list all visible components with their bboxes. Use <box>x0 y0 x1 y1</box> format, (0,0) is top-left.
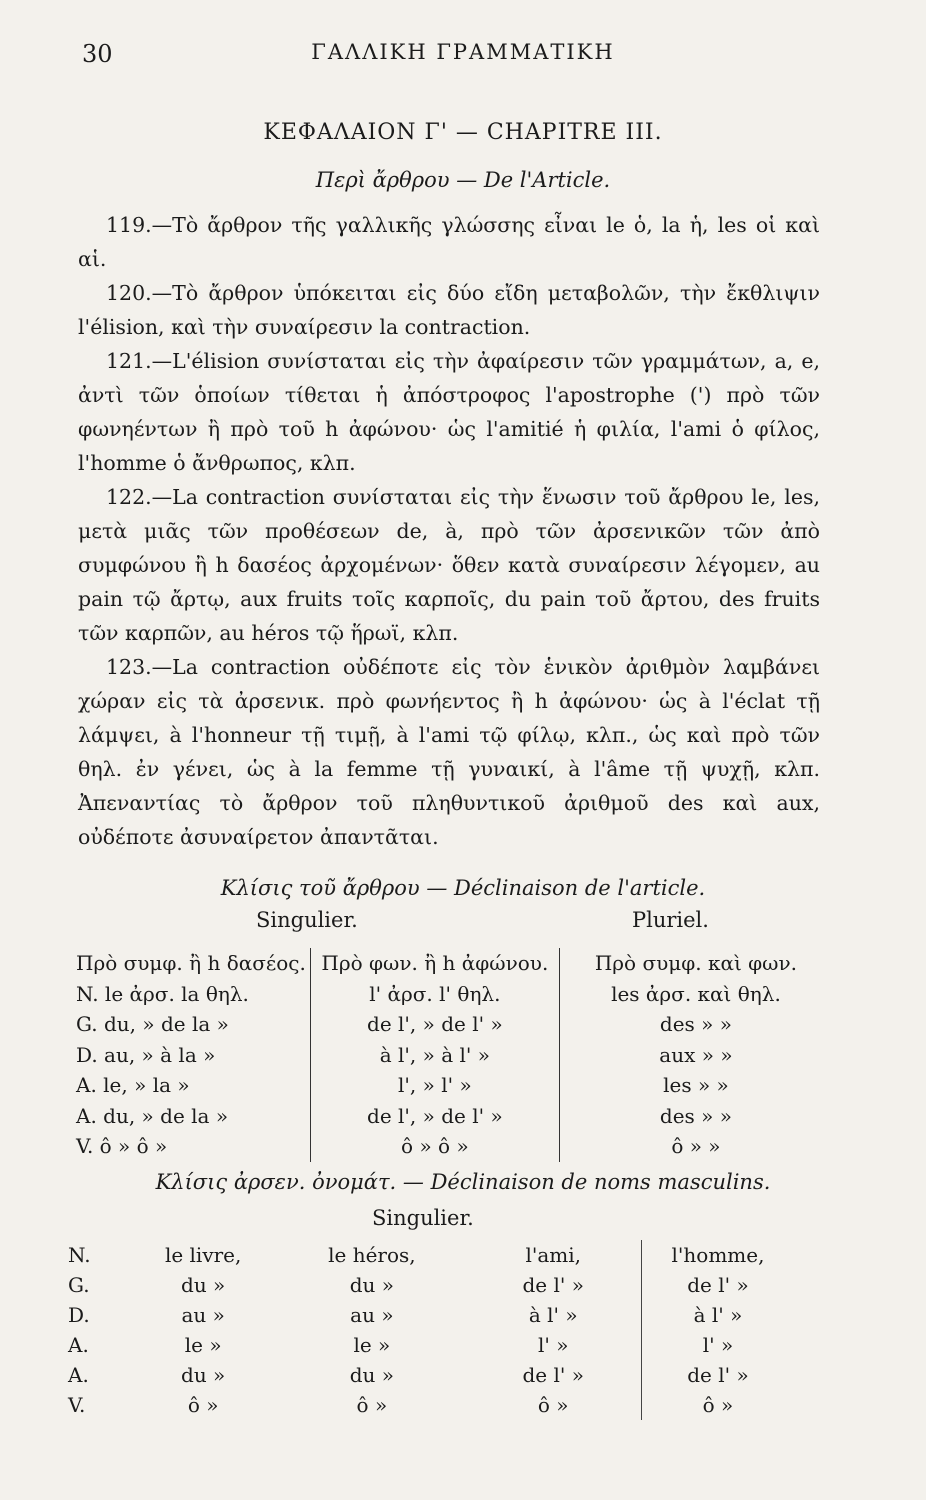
table2-caption: Κλίσις ἀρσεν. ὀνομάτ. — Déclinaison de noms masculins. <box>155 1170 771 1194</box>
table-cell: du » <box>181 1363 226 1387</box>
table-cell: du » <box>181 1273 226 1297</box>
table-cell: ô » <box>187 1393 219 1417</box>
table-cell: des » » <box>659 1012 732 1037</box>
chapter-subtitle: Περὶ ἄρθρου — De l'Article. <box>315 168 611 192</box>
table-cell: N. le ἀρσ. la θηλ. <box>72 979 310 1010</box>
table-cell: N. <box>68 1243 91 1267</box>
table-cell: ô » <box>465 1390 641 1420</box>
table-cell: de l' » <box>687 1273 749 1297</box>
table-row <box>64 1360 794 1390</box>
table-cell: les » » <box>663 1073 729 1098</box>
paragraph-122: 122.—La contraction συνίσταται εἰς τὴν ἕνωσιν τοῦ ἄρθρου le, les, μετὰ μιᾶς τῶν προθέσεων de, à, πρὸ τῶν ἀρσενικῶν τῶν ἀπὸ συμφώνου ἢ h δασέος ἀρχομένων· ὅθεν κατὰ συναίρεσιν λέγομεν, au pain τῷ ἄρτῳ, aux fruits τοῖς καρποῖς, du pain τοῦ ἄρτου, des fruits τῶν καρπῶν, au héros τῷ ἥρωϊ, κλπ. <box>78 485 820 645</box>
table-cell: le livre, <box>164 1243 242 1267</box>
table1-plural-label: Pluriel. <box>632 908 709 932</box>
table-row <box>64 1300 794 1330</box>
paragraph-120: 120.—Τὸ ἄρθρον ὑπόκειται εἰς δύο εἴδη μεταβολῶν, τὴν ἔκθλιψιν l'élision, καὶ τὴν συναίρεσιν la contraction. <box>78 281 820 339</box>
table-row <box>72 948 832 979</box>
body-text <box>78 208 820 854</box>
chapter-heading: ΚΕΦΑΛΑΙΟΝ Γ' — CHAPITRE III. <box>263 120 663 145</box>
table-cell: D. <box>68 1303 90 1327</box>
table-cell: de l' » <box>465 1270 641 1300</box>
table-cell: l' » <box>465 1330 641 1360</box>
table-cell: de l', » de l' » <box>310 1009 559 1040</box>
table2-singular-label: Singulier. <box>372 1206 474 1230</box>
running-head: ΓΑΛΛΙΚΗ ΓΡΑΜΜΑΤΙΚΗ <box>311 40 615 64</box>
table-row <box>64 1390 794 1420</box>
paragraph-123: 123.—La contraction οὐδέποτε εἰς τὸν ἑνικὸν ἀριθμὸν λαμβάνει χώραν εἰς τὰ ἀρσενικ. πρὸ φωνήεντος ἢ h ἀφώνου· ὡς à l'éclat τῇ λάμψει, à l'honneur τῇ τιμῇ, à l'ami τῷ φίλῳ, κλπ., ὡς καὶ πρὸ τῶν θηλ. ἐν γένει, ὡς à la femme τῇ γυναικί, à l'âme τῇ ψυχῇ, κλπ. Ἀπεναντίας τὸ ἄρθρον τοῦ πληθυντικοῦ ἀριθμοῦ des καὶ aux, οὐδέποτε ἀσυναίρετον ἀπαντᾶται. <box>78 655 820 849</box>
table-cell: A. <box>68 1333 89 1357</box>
table-cell: de l' » <box>687 1363 749 1387</box>
table-cell: le » <box>353 1333 391 1357</box>
table-cell: au » <box>181 1303 225 1327</box>
table-row <box>64 1270 794 1300</box>
table-cell: de l' » <box>465 1360 641 1390</box>
table-cell: l'homme, <box>671 1243 765 1267</box>
table-row <box>72 1009 832 1040</box>
table-row <box>64 1330 794 1360</box>
table-cell: à l' » <box>693 1303 743 1327</box>
table-cell: ô » <box>356 1393 388 1417</box>
table-cell: ô » <box>702 1393 734 1417</box>
table-cell: G. <box>68 1273 90 1297</box>
table-cell: Πρὸ φων. ἢ h ἀφώνου. <box>310 948 559 979</box>
table-row <box>72 1040 832 1071</box>
paragraph-121: 121.—L'élision συνίσταται εἰς τὴν ἀφαίρεσιν τῶν γραμμάτων, a, e, ἀντὶ τῶν ὁποίων τίθεται ἡ ἀπόστροφος l'apostrophe (') πρὸ τῶν φωνηέντων ἢ πρὸ τοῦ h ἀφώνου· ὡς l'amitié ἡ φιλία, l'ami ὁ φίλος, l'homme ὁ ἄνθρωπος, κλπ. <box>78 349 820 475</box>
table-cell: l'ami, <box>465 1240 641 1270</box>
table1-singular-label: Singulier. <box>256 908 358 932</box>
table-cell: Πρὸ συμφ. καὶ φων. <box>594 951 798 976</box>
table-cell: le héros, <box>328 1243 416 1267</box>
noun-declension-table <box>64 1240 794 1420</box>
table-cell: V. ô » ô » <box>72 1131 310 1162</box>
table-cell: l' » <box>702 1333 734 1357</box>
table-cell: du » <box>349 1273 395 1297</box>
paragraph-119: 119.—Τὸ ἄρθρον τῆς γαλλικῆς γλώσσης εἶναι le ὁ, la ἡ, les οἱ καὶ αἱ. <box>78 213 820 271</box>
table-cell: ô » ô » <box>310 1131 559 1162</box>
article-declension-table <box>72 948 832 1162</box>
table-cell: l', » l' » <box>310 1070 559 1101</box>
table-cell: D. au, » à la » <box>72 1040 310 1071</box>
table-cell: les ἀρσ. καὶ θηλ. <box>611 981 781 1006</box>
table-row <box>72 1070 832 1101</box>
table-cell: le » <box>184 1333 222 1357</box>
table-cell: de l', » de l' » <box>310 1101 559 1132</box>
table-cell: du » <box>349 1363 395 1387</box>
table1-caption: Κλίσις τοῦ ἄρθρου — Déclinaison de l'article. <box>220 876 706 900</box>
table-row <box>72 979 832 1010</box>
table-cell: des » » <box>659 1103 732 1128</box>
table-row <box>72 1101 832 1132</box>
table-cell: V. <box>68 1393 86 1417</box>
table-cell: Πρὸ συμφ. ἢ h δασέος. <box>72 948 310 979</box>
table-cell: A. <box>68 1363 89 1387</box>
table-row <box>72 1131 832 1162</box>
table-cell: ô » » <box>671 1134 721 1159</box>
table-cell: A. le, » la » <box>72 1070 310 1101</box>
page-number: 30 <box>82 40 113 68</box>
table-cell: au » <box>350 1303 394 1327</box>
table-cell: à l', » à l' » <box>310 1040 559 1071</box>
table-row <box>64 1240 794 1270</box>
table-cell: G. du, » de la » <box>72 1009 310 1040</box>
table-cell: aux » » <box>659 1042 733 1067</box>
table-cell: A. du, » de la » <box>72 1101 310 1132</box>
table-cell: l' ἀρσ. l' θηλ. <box>310 979 559 1010</box>
table-cell: à l' » <box>465 1300 641 1330</box>
